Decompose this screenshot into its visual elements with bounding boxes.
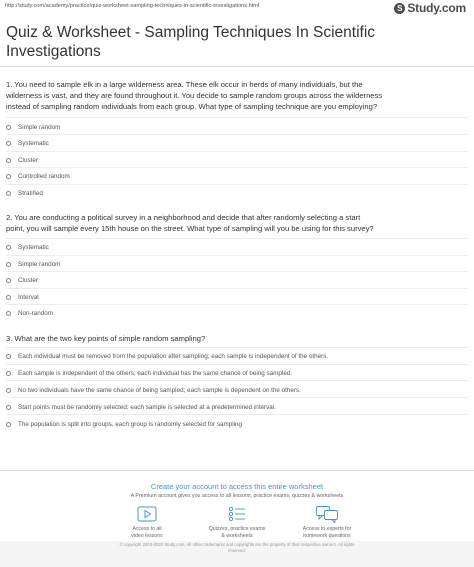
question-2-line-1: 2. You are conducting a political survey in a neighborhood and decide that after randomly selecting a start: [6, 213, 361, 222]
q1-option-2[interactable]: [6, 136, 49, 150]
option-label: Controlled random: [18, 172, 70, 180]
cta-subtitle: A Premium account gives you access to all lessons, practice exams, quizzes & worksheets: [130, 493, 344, 499]
option-divider: [6, 117, 468, 118]
create-account-link[interactable]: Create your account to access this entire worksheet: [150, 482, 324, 491]
q2-option-4[interactable]: [6, 290, 39, 304]
option-divider: [6, 288, 468, 289]
q1-option-4[interactable]: [6, 169, 70, 183]
radio-icon[interactable]: [6, 311, 11, 316]
feature-quiz-line-1: Quizzes, practice exams: [208, 526, 266, 532]
logo-mark-icon: S: [394, 3, 405, 14]
option-divider: [6, 134, 468, 135]
option-label: Stratified: [18, 189, 43, 197]
radio-icon[interactable]: [6, 191, 11, 196]
title-line-1: Quiz & Worksheet - Sampling Techniques In Scientific: [6, 24, 376, 41]
option-divider: [6, 397, 468, 398]
option-divider: [6, 255, 468, 256]
option-label: Simple random: [18, 260, 61, 268]
question-1-text: [6, 79, 468, 112]
copyright-text: [88, 542, 386, 554]
cta-divider: [0, 470, 474, 471]
question-1-line-1: 1. You need to sample elk in a large wilderness area. These elk occur in herds of many individuals, but the: [6, 80, 363, 89]
q3-option-1[interactable]: [6, 349, 328, 363]
option-label: Cluster: [18, 276, 38, 284]
feature-expert-text: [272, 526, 382, 539]
feature-video-line-2: video lessons: [131, 532, 163, 539]
q3-option-4[interactable]: [6, 400, 276, 414]
feature-experts: [272, 505, 382, 539]
title-line-2: Investigations: [6, 43, 101, 60]
page-url[interactable]: http://study.com/academy/practice/quiz-worksheet-sampling-techniques-in-scientific-investigations.html: [5, 3, 260, 9]
q2-option-1[interactable]: [6, 240, 49, 254]
option-label: Interval: [18, 293, 39, 301]
option-divider: [6, 271, 468, 272]
feature-video-line-1: Access to all: [132, 526, 162, 532]
video-lesson-icon: [136, 505, 158, 523]
option-label: Systematic: [18, 243, 49, 251]
radio-icon[interactable]: [6, 174, 11, 179]
feature-expert-line-2: homework questions: [303, 532, 351, 539]
question-2-line-2: point, you will sample every 15th house on the street. What type of sampling will you be using for this survey?: [6, 224, 374, 233]
question-1-line-2: wilderness is vast, and they are found throughout it. You decide to sample random groups across the wilderness: [6, 91, 383, 100]
q3-option-2[interactable]: [6, 366, 292, 380]
option-divider: [6, 364, 468, 365]
option-divider: [6, 380, 468, 381]
expert-chat-icon: [315, 505, 339, 523]
option-divider: [6, 347, 468, 348]
question-3-text: [6, 333, 468, 344]
option-label: No two individuals have the same chance of being sampled; each sample is dependent on the others.: [18, 386, 301, 394]
quiz-checklist-icon: [226, 505, 248, 523]
q3-option-3[interactable]: [6, 383, 301, 397]
title-divider: [0, 66, 474, 67]
radio-icon[interactable]: [6, 295, 11, 300]
option-label: Cluster: [18, 156, 38, 164]
radio-icon[interactable]: [6, 354, 11, 359]
q2-option-2[interactable]: [6, 257, 60, 271]
study-logo[interactable]: [394, 1, 466, 15]
q1-option-5[interactable]: [6, 186, 43, 200]
feature-expert-line-1: Access to experts for: [302, 526, 352, 532]
top-bar: [0, 0, 474, 15]
copyright-line-2: reserved.: [228, 548, 246, 553]
q2-option-5[interactable]: [6, 306, 53, 320]
option-label: Systematic: [18, 139, 49, 147]
q1-option-3[interactable]: [6, 153, 38, 167]
radio-icon[interactable]: [6, 278, 11, 283]
copyright-line-1: © copyright 2003-2020 Study.com. All other trademarks and copyrights are the property of their respective owners. All rights: [119, 542, 355, 547]
radio-icon[interactable]: [6, 405, 11, 410]
radio-icon[interactable]: [6, 422, 11, 427]
option-label: The population is split into groups, each group is randomly selected for sampling: [18, 420, 243, 428]
option-divider: [6, 167, 468, 168]
question-3-line-1: 3. What are the two key points of simple random sampling?: [6, 334, 206, 343]
question-1-line-3: instead of sampling random individuals from each group. What type of sampling technique are you employing?: [6, 102, 378, 111]
option-label: Each sample is independent of the others; each individual has the same chance of being sampled.: [18, 369, 293, 377]
footer: [0, 541, 474, 567]
radio-icon[interactable]: [6, 125, 11, 130]
q3-option-5[interactable]: [6, 417, 242, 431]
logo-text: Study.com: [407, 1, 466, 15]
feature-quiz-line-2: & worksheets: [221, 532, 253, 539]
option-divider: [6, 184, 468, 185]
radio-icon[interactable]: [6, 141, 11, 146]
option-divider: [6, 414, 468, 415]
radio-icon[interactable]: [6, 371, 11, 376]
radio-icon[interactable]: [6, 262, 11, 267]
radio-icon[interactable]: [6, 245, 11, 250]
option-label: Simple random: [18, 123, 61, 131]
radio-icon[interactable]: [6, 158, 11, 163]
page-title: [6, 23, 446, 61]
option-label: Non-random: [18, 309, 53, 317]
radio-icon[interactable]: [6, 388, 11, 393]
option-divider: [6, 151, 468, 152]
option-divider: [6, 238, 468, 239]
q2-option-3[interactable]: [6, 273, 38, 287]
option-divider: [6, 304, 468, 305]
option-label: Each individual must be removed from the population after sampling; each sample is independent of the others.: [18, 352, 329, 360]
option-label: Start points must be randomly selected; each sample is selected at a predetermined interval.: [18, 403, 276, 411]
question-2-text: [6, 212, 468, 234]
q1-option-1[interactable]: [6, 120, 60, 134]
